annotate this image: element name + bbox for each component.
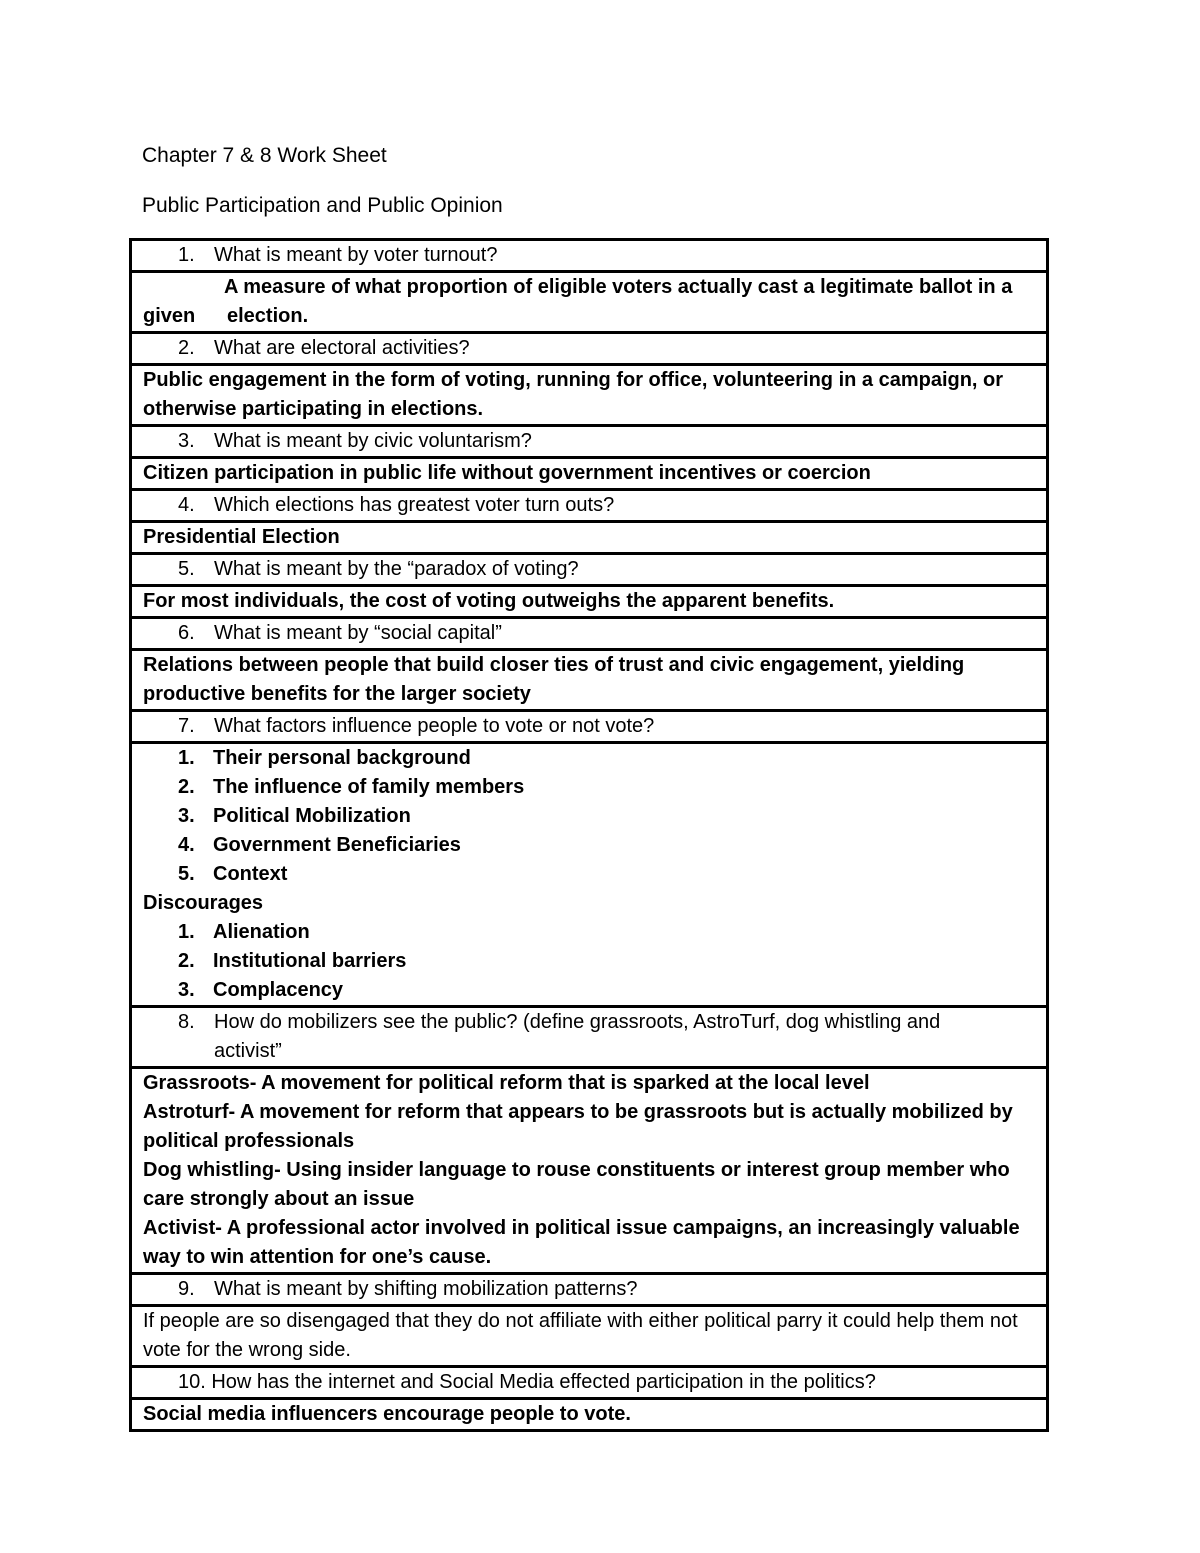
list-item-number: 3. xyxy=(178,979,195,1001)
question-number: 5. xyxy=(178,558,195,580)
list-item-text: The influence of family members xyxy=(213,776,525,798)
list-item-number: 1. xyxy=(178,921,195,943)
definition-dog-whistling: Dog whistling- Using insider language to rouse constituents or interest group member who care strongly about an issue xyxy=(143,1159,1010,1210)
list-item-text: Alienation xyxy=(213,921,310,943)
answer-10: Social media influencers encourage people to vote. xyxy=(132,1400,1046,1432)
discourages-list xyxy=(143,918,1036,1005)
list-item-text: Government Beneficiaries xyxy=(213,834,461,856)
question-text: Which elections has greatest voter turn outs? xyxy=(214,494,615,516)
answer-text-continued xyxy=(143,302,1036,331)
list-item-text: Political Mobilization xyxy=(213,805,411,827)
list-item-text: Their personal background xyxy=(213,747,471,769)
answer-rest: election. xyxy=(227,305,309,327)
answer-8 xyxy=(132,1069,1046,1275)
list-item xyxy=(178,802,1036,831)
question-text: What are electoral activities? xyxy=(214,337,470,359)
list-item-number: 2. xyxy=(178,776,195,798)
list-item-text: Context xyxy=(213,863,288,885)
list-item-text: Institutional barriers xyxy=(213,950,407,972)
list-item xyxy=(178,947,1036,976)
list-item xyxy=(178,860,1036,889)
question-number: 2. xyxy=(178,337,195,359)
list-item-number: 2. xyxy=(178,950,195,972)
answer-6: Relations between people that build closer ties of trust and civic engagement, yielding productive benefits for the larger society xyxy=(132,651,1046,712)
question-7 xyxy=(132,712,1046,744)
answer-1 xyxy=(132,273,1046,334)
question-text: What is meant by “social capital” xyxy=(214,622,502,644)
question-text: What is meant by the “paradox of voting? xyxy=(214,558,579,580)
question-9 xyxy=(132,1275,1046,1307)
question-number: 9. xyxy=(178,1278,195,1300)
answer-7 xyxy=(132,744,1046,1008)
question-number: 4. xyxy=(178,494,195,516)
list-item-number: 4. xyxy=(178,834,195,856)
page-title: Chapter 7 & 8 Work Sheet xyxy=(142,144,387,167)
answer-4: Presidential Election xyxy=(132,523,1046,555)
definition-astroturf: Astroturf- A movement for reform that appears to be grassroots but is actually mobilized by political professionals xyxy=(143,1101,1013,1152)
question-2 xyxy=(132,334,1046,366)
list-item xyxy=(178,918,1036,947)
list-item xyxy=(178,744,1036,773)
question-1 xyxy=(132,241,1046,273)
question-text: What is meant by shifting mobilization patterns? xyxy=(214,1278,638,1300)
answer-lead-word: given xyxy=(143,305,196,327)
list-item xyxy=(178,976,1036,1005)
question-6 xyxy=(132,619,1046,651)
question-number: 8. xyxy=(178,1011,195,1033)
answer-2: Public engagement in the form of voting, running for office, volunteering in a campaign, or otherwise participating in elections. xyxy=(132,366,1046,427)
encourages-list xyxy=(143,744,1036,889)
question-8 xyxy=(132,1008,1046,1069)
discourages-label: Discourages xyxy=(143,892,264,914)
answer-5: For most individuals, the cost of voting outweighs the apparent benefits. xyxy=(132,587,1046,619)
question-number: 6. xyxy=(178,622,195,644)
question-10: 10. How has the internet and Social Media effected participation in the politics? xyxy=(132,1368,1046,1400)
question-4 xyxy=(132,491,1046,523)
question-text-continued: activist” xyxy=(214,1040,282,1062)
question-5 xyxy=(132,555,1046,587)
question-text: What factors influence people to vote or not vote? xyxy=(214,715,655,737)
definition-grassroots: Grassroots- A movement for political reform that is sparked at the local level xyxy=(143,1072,870,1094)
question-text: What is meant by civic voluntarism? xyxy=(214,430,532,452)
definition-activist: Activist- A professional actor involved in political issue campaigns, an increasingly valuable way to win attention for one’s cause. xyxy=(143,1217,1020,1268)
page-subtitle: Public Participation and Public Opinion xyxy=(142,194,503,217)
worksheet-table xyxy=(129,238,1049,1432)
list-item xyxy=(178,773,1036,802)
list-item-number: 5. xyxy=(178,863,195,885)
list-item-number: 1. xyxy=(178,747,195,769)
question-number: 1. xyxy=(178,244,195,266)
list-item-text: Complacency xyxy=(213,979,344,1001)
list-item-number: 3. xyxy=(178,805,195,827)
answer-3: Citizen participation in public life without government incentives or coercion xyxy=(132,459,1046,491)
question-3 xyxy=(132,427,1046,459)
question-text: What is meant by voter turnout? xyxy=(214,244,498,266)
question-number: 7. xyxy=(178,715,195,737)
question-text: How do mobilizers see the public? (define grassroots, AstroTurf, dog whistling and xyxy=(214,1011,941,1033)
answer-9: If people are so disengaged that they do not affiliate with either political parry it could help them not vote for the wrong side. xyxy=(132,1307,1046,1368)
answer-text: A measure of what proportion of eligible voters actually cast a legitimate ballot in a xyxy=(224,276,1013,298)
list-item xyxy=(178,831,1036,860)
question-number: 3. xyxy=(178,430,195,452)
